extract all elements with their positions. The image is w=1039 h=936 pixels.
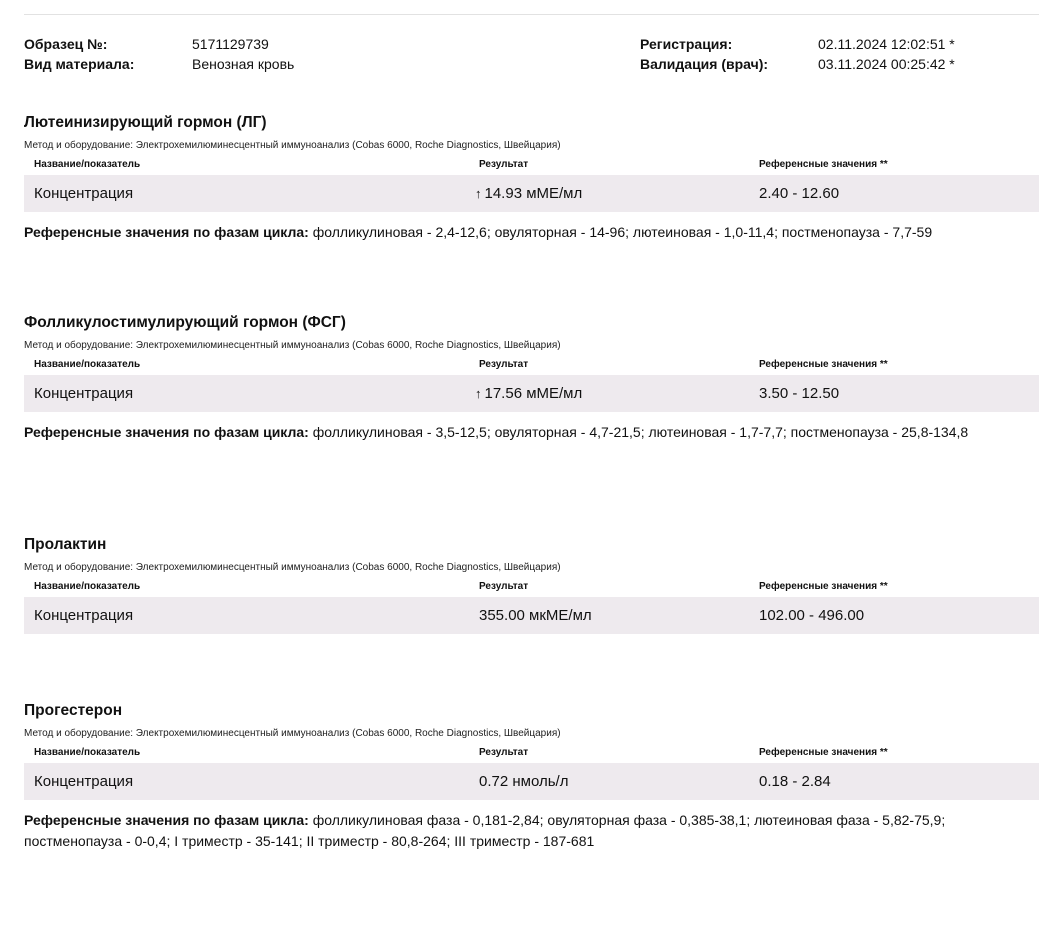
result-value: 355.00 мкМЕ/мл bbox=[479, 607, 592, 624]
row-name: Концентрация bbox=[34, 773, 134, 790]
column-header-reference: Референсные значения ** bbox=[759, 581, 888, 592]
section-fsh bbox=[24, 313, 1039, 443]
section-title: Пролактин bbox=[24, 536, 107, 553]
note-label: Референсные значения по фазам цикла: bbox=[24, 812, 309, 828]
section-method: Метод и оборудование: Электрохемилюминесцентный иммуноанализ (Cobas 6000, Roche Diagnostics, Швейцария) bbox=[24, 562, 561, 573]
arrow-up-icon: ↑ bbox=[475, 186, 482, 201]
material-value: Венозная кровь bbox=[192, 56, 295, 72]
column-header-name: Название/показатель bbox=[34, 159, 141, 170]
column-header-reference: Референсные значения ** bbox=[759, 159, 888, 170]
row-name: Концентрация bbox=[34, 185, 134, 202]
table-row bbox=[24, 175, 1039, 212]
note-label: Референсные значения по фазам цикла: bbox=[24, 424, 309, 440]
sample-info-row-1 bbox=[24, 34, 1024, 54]
section-title: Лютеинизирующий гормон (ЛГ) bbox=[24, 114, 267, 131]
result-value: 17.56 мМЕ/мл bbox=[484, 385, 583, 402]
section-title: Прогестерон bbox=[24, 702, 123, 719]
reference-value: 2.40 - 12.60 bbox=[759, 185, 840, 202]
validation-label: Валидация (врач): bbox=[640, 56, 769, 72]
column-header-reference: Референсные значения ** bbox=[759, 359, 888, 370]
phase-reference-note bbox=[24, 810, 1036, 852]
section-method: Метод и оборудование: Электрохемилюминесцентный иммуноанализ (Cobas 6000, Roche Diagnostics, Швейцария) bbox=[24, 728, 561, 739]
result-cell bbox=[475, 175, 582, 212]
material-label: Вид материала: bbox=[24, 56, 135, 72]
reference-value: 102.00 - 496.00 bbox=[759, 607, 865, 624]
result-cell bbox=[475, 375, 582, 412]
note-text: фолликулиновая - 3,5-12,5; овуляторная - 4,7-21,5; лютеиновая - 1,7-7,7; постменопауза - 25,8-134,8 bbox=[308, 424, 969, 440]
validation-value: 03.11.2024 00:25:42 * bbox=[818, 56, 955, 72]
result-value: 14.93 мМЕ/мл bbox=[484, 185, 583, 202]
section-method: Метод и оборудование: Электрохемилюминесцентный иммуноанализ (Cobas 6000, Roche Diagnostics, Швейцария) bbox=[24, 140, 561, 151]
registration-label: Регистрация: bbox=[640, 36, 733, 52]
table-header bbox=[24, 359, 1039, 375]
section-progesterone bbox=[24, 701, 1039, 852]
row-name: Концентрация bbox=[34, 607, 134, 624]
section-lh bbox=[24, 113, 1039, 243]
reference-value: 3.50 - 12.50 bbox=[759, 385, 840, 402]
column-header-result: Результат bbox=[479, 359, 529, 370]
phase-reference-note bbox=[24, 422, 1036, 443]
table-header bbox=[24, 581, 1039, 597]
section-title: Фолликулостимулирующий гормон (ФСГ) bbox=[24, 314, 346, 331]
column-header-result: Результат bbox=[479, 159, 529, 170]
row-name: Концентрация bbox=[34, 385, 134, 402]
table-row bbox=[24, 763, 1039, 800]
note-text: фолликулиновая фаза - 0,181-2,84; овуляторная фаза - 0,385-38,1; лютеиновая фаза - 5,82-75,9; постменопауза - 0-0,4; I триместр - 35-141; II триместр - 80,8-264; III триместр - 187-681 bbox=[24, 812, 946, 849]
top-divider bbox=[24, 14, 1039, 15]
column-header-name: Название/показатель bbox=[34, 359, 141, 370]
column-header-reference: Референсные значения ** bbox=[759, 747, 888, 758]
note-text: фолликулиновая - 2,4-12,6; овуляторная - 14-96; лютеиновая - 1,0-11,4; постменопауза - 7,7-59 bbox=[308, 224, 933, 240]
sample-number-value: 5171129739 bbox=[192, 36, 269, 52]
section-prolactin bbox=[24, 535, 1039, 634]
table-header bbox=[24, 159, 1039, 175]
column-header-name: Название/показатель bbox=[34, 747, 141, 758]
registration-value: 02.11.2024 12:02:51 * bbox=[818, 36, 955, 52]
note-label: Референсные значения по фазам цикла: bbox=[24, 224, 309, 240]
sample-info bbox=[24, 34, 1024, 74]
column-header-result: Результат bbox=[479, 747, 529, 758]
column-header-name: Название/показатель bbox=[34, 581, 141, 592]
section-method: Метод и оборудование: Электрохемилюминесцентный иммуноанализ (Cobas 6000, Roche Diagnostics, Швейцария) bbox=[24, 340, 561, 351]
table-header bbox=[24, 747, 1039, 763]
arrow-up-icon: ↑ bbox=[475, 386, 482, 401]
reference-value: 0.18 - 2.84 bbox=[759, 773, 831, 790]
phase-reference-note bbox=[24, 222, 1036, 243]
sample-info-row-2 bbox=[24, 54, 1024, 74]
sample-number-label: Образец №: bbox=[24, 36, 108, 52]
table-row bbox=[24, 375, 1039, 412]
column-header-result: Результат bbox=[479, 581, 529, 592]
result-value: 0.72 нмоль/л bbox=[479, 773, 569, 790]
table-row bbox=[24, 597, 1039, 634]
